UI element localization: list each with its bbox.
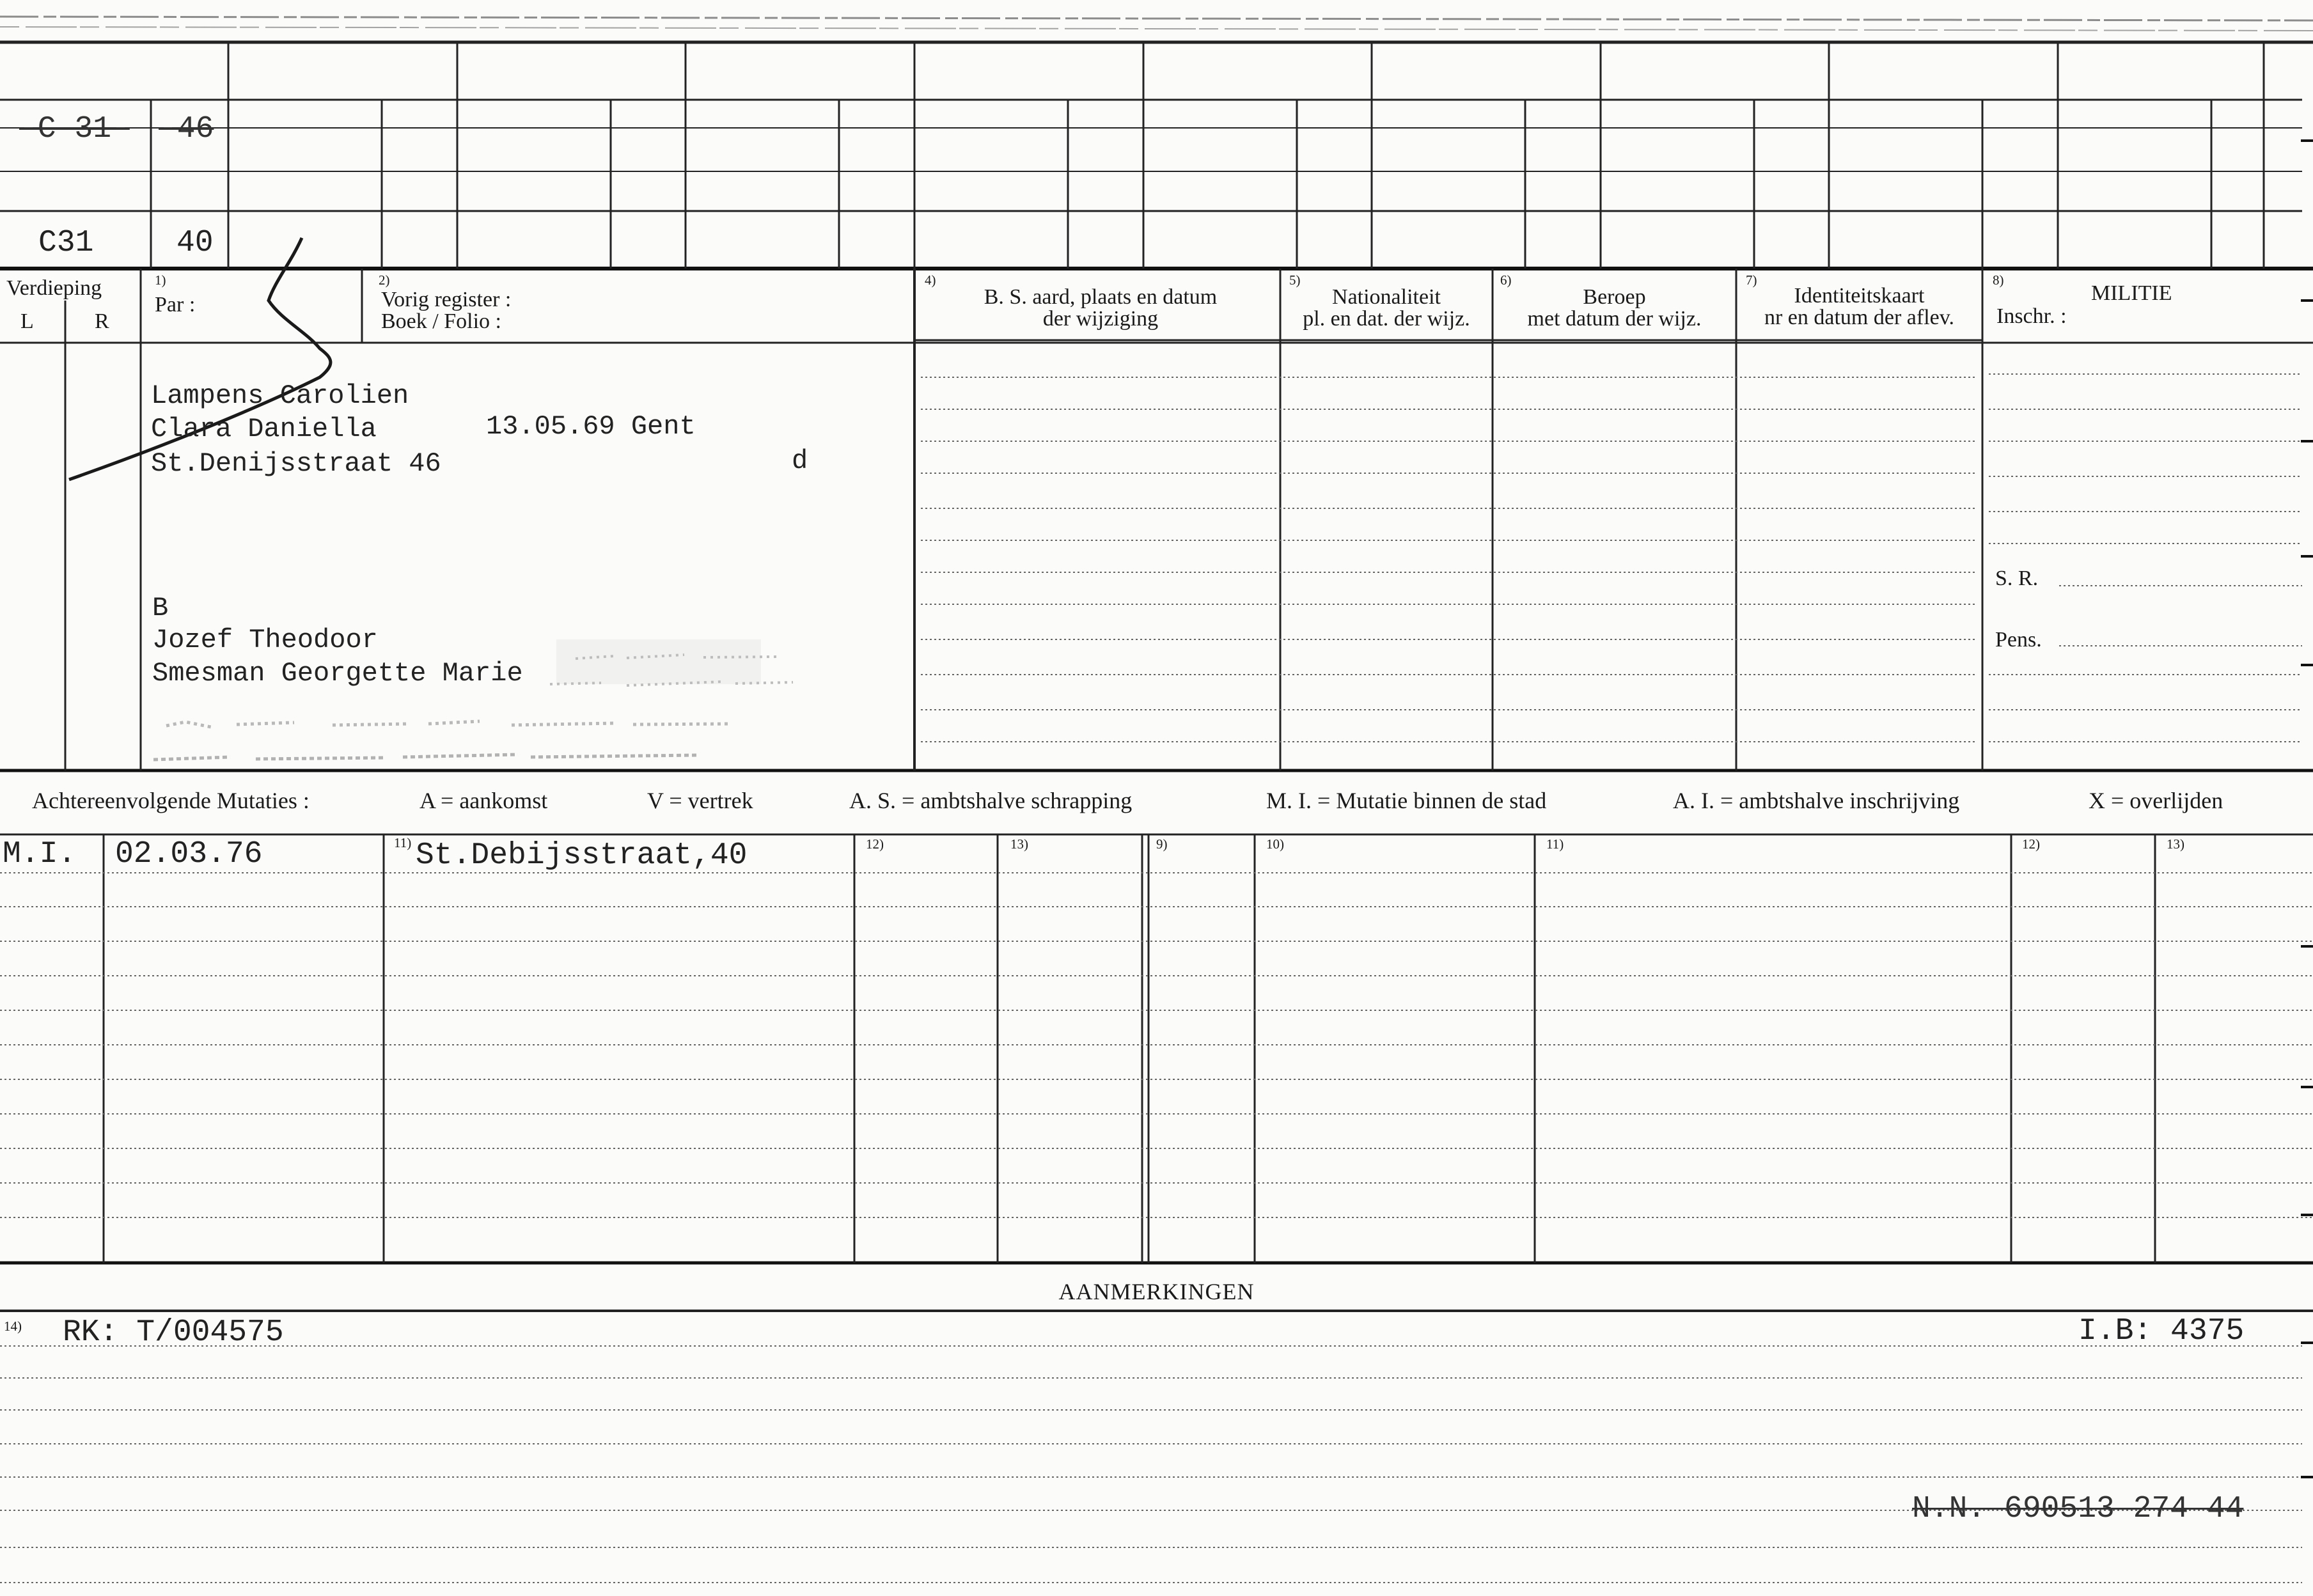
- person-name-line2: Clara Daniella: [151, 414, 377, 444]
- bs-header-line2: der wijziging: [1042, 307, 1159, 331]
- ib-number: I.B: 4375: [2078, 1314, 2245, 1349]
- footnote-7: 7): [1746, 272, 1757, 288]
- mother-name: Smesman Georgette Marie: [152, 658, 523, 689]
- remarks-lines: [0, 1311, 2313, 1583]
- legend-ambtshalve-schrapping: A. S. = ambtshalve schrapping: [849, 788, 1133, 813]
- col-11-label: 11): [394, 835, 412, 850]
- vorig-register-label: Vorig register :: [381, 288, 512, 311]
- col-12-label: 12): [866, 836, 884, 852]
- pens-label: Pens.: [1995, 628, 2042, 652]
- rk-number: RK: T/004575: [63, 1315, 284, 1350]
- footnote-14: 14): [4, 1318, 22, 1334]
- col-13b-label: 13): [2167, 836, 2184, 852]
- birth-date-place: 13.05.69 Gent: [486, 411, 696, 442]
- col-9-label: 9): [1156, 836, 1168, 852]
- inschr-label: Inschr. :: [1996, 304, 2067, 328]
- sr-label: S. R.: [1995, 567, 2039, 590]
- remarks-title: AANMERKINGEN: [1058, 1279, 1255, 1304]
- footnote-4: 4): [925, 272, 936, 288]
- mark-d: d: [792, 446, 808, 476]
- footnote-2: 2): [379, 272, 390, 288]
- footnote-6: 6): [1500, 272, 1512, 288]
- mutation-address: St.Debijsstraat,40: [416, 838, 748, 873]
- person-name-line1: Lampens Carolien: [151, 380, 409, 411]
- col-12b-label: 12): [2022, 836, 2040, 852]
- identiteitskaart-header-line1: Identiteitskaart: [1794, 284, 1925, 308]
- footnote-8: 8): [1993, 272, 2004, 288]
- legend-aankomst: A = aankomst: [419, 788, 548, 813]
- legend-ambtshalve-inschrijving: A. I. = ambtshalve inschrijving: [1673, 788, 1960, 813]
- struck-register-number: -46: [159, 112, 214, 146]
- col-13-label: 13): [1010, 836, 1028, 852]
- nationaliteit-header-line2: pl. en dat. der wijz.: [1303, 307, 1470, 331]
- scan-top-edge: [0, 17, 2313, 31]
- mutations-table-lines: [0, 834, 2313, 1263]
- legend-overlijden: X = overlijden: [2089, 788, 2223, 813]
- struck-register-code: -C 31-: [19, 112, 130, 146]
- legend-mutatie-binnen-stad: M. I. = Mutatie binnen de stad: [1266, 788, 1547, 813]
- col-10-label: 10): [1266, 836, 1284, 852]
- person-address: St.Denijsstraat 46: [151, 448, 441, 479]
- footnote-5: 5): [1289, 272, 1301, 288]
- father-name: Jozef Theodoor: [152, 625, 378, 655]
- par-label: Par :: [155, 293, 196, 317]
- mutation-type: M.I.: [3, 837, 77, 872]
- register-number: 40: [176, 226, 214, 260]
- right-edge-ticks: [2301, 141, 2313, 1477]
- mutations-legend-title: Achtereenvolgende Mutaties :: [32, 788, 310, 813]
- identiteitskaart-header-line2: nr en datum der aflev.: [1764, 306, 1955, 329]
- col-l-header: L: [20, 309, 34, 333]
- legend-vertrek: V = vertrek: [647, 788, 753, 813]
- national-number: N.N. 690513 274 44: [1912, 1492, 2244, 1526]
- verdieping-header: Verdieping: [6, 276, 102, 300]
- main-block-lines: [0, 269, 2313, 771]
- mutation-date: 02.03.76: [115, 837, 263, 872]
- footnote-1: 1): [155, 272, 166, 288]
- col-r-header: R: [95, 309, 109, 333]
- register-strip-lines: [0, 42, 2313, 269]
- col-11b-label: 11): [1546, 836, 1564, 852]
- militie-header: MILITIE: [2091, 281, 2172, 305]
- bs-header-line1: B. S. aard, plaats en datum: [984, 285, 1218, 309]
- register-strip-columns: [151, 42, 2264, 269]
- boek-folio-label: Boek / Folio :: [381, 309, 501, 333]
- mark-b: B: [152, 593, 169, 623]
- entry-dotted-lines: [921, 374, 2302, 742]
- nationaliteit-header-line1: Nationaliteit: [1332, 285, 1441, 309]
- beroep-header-line2: met datum der wijz.: [1527, 307, 1702, 331]
- beroep-header-line1: Beroep: [1583, 285, 1646, 309]
- register-code: C31: [38, 226, 94, 260]
